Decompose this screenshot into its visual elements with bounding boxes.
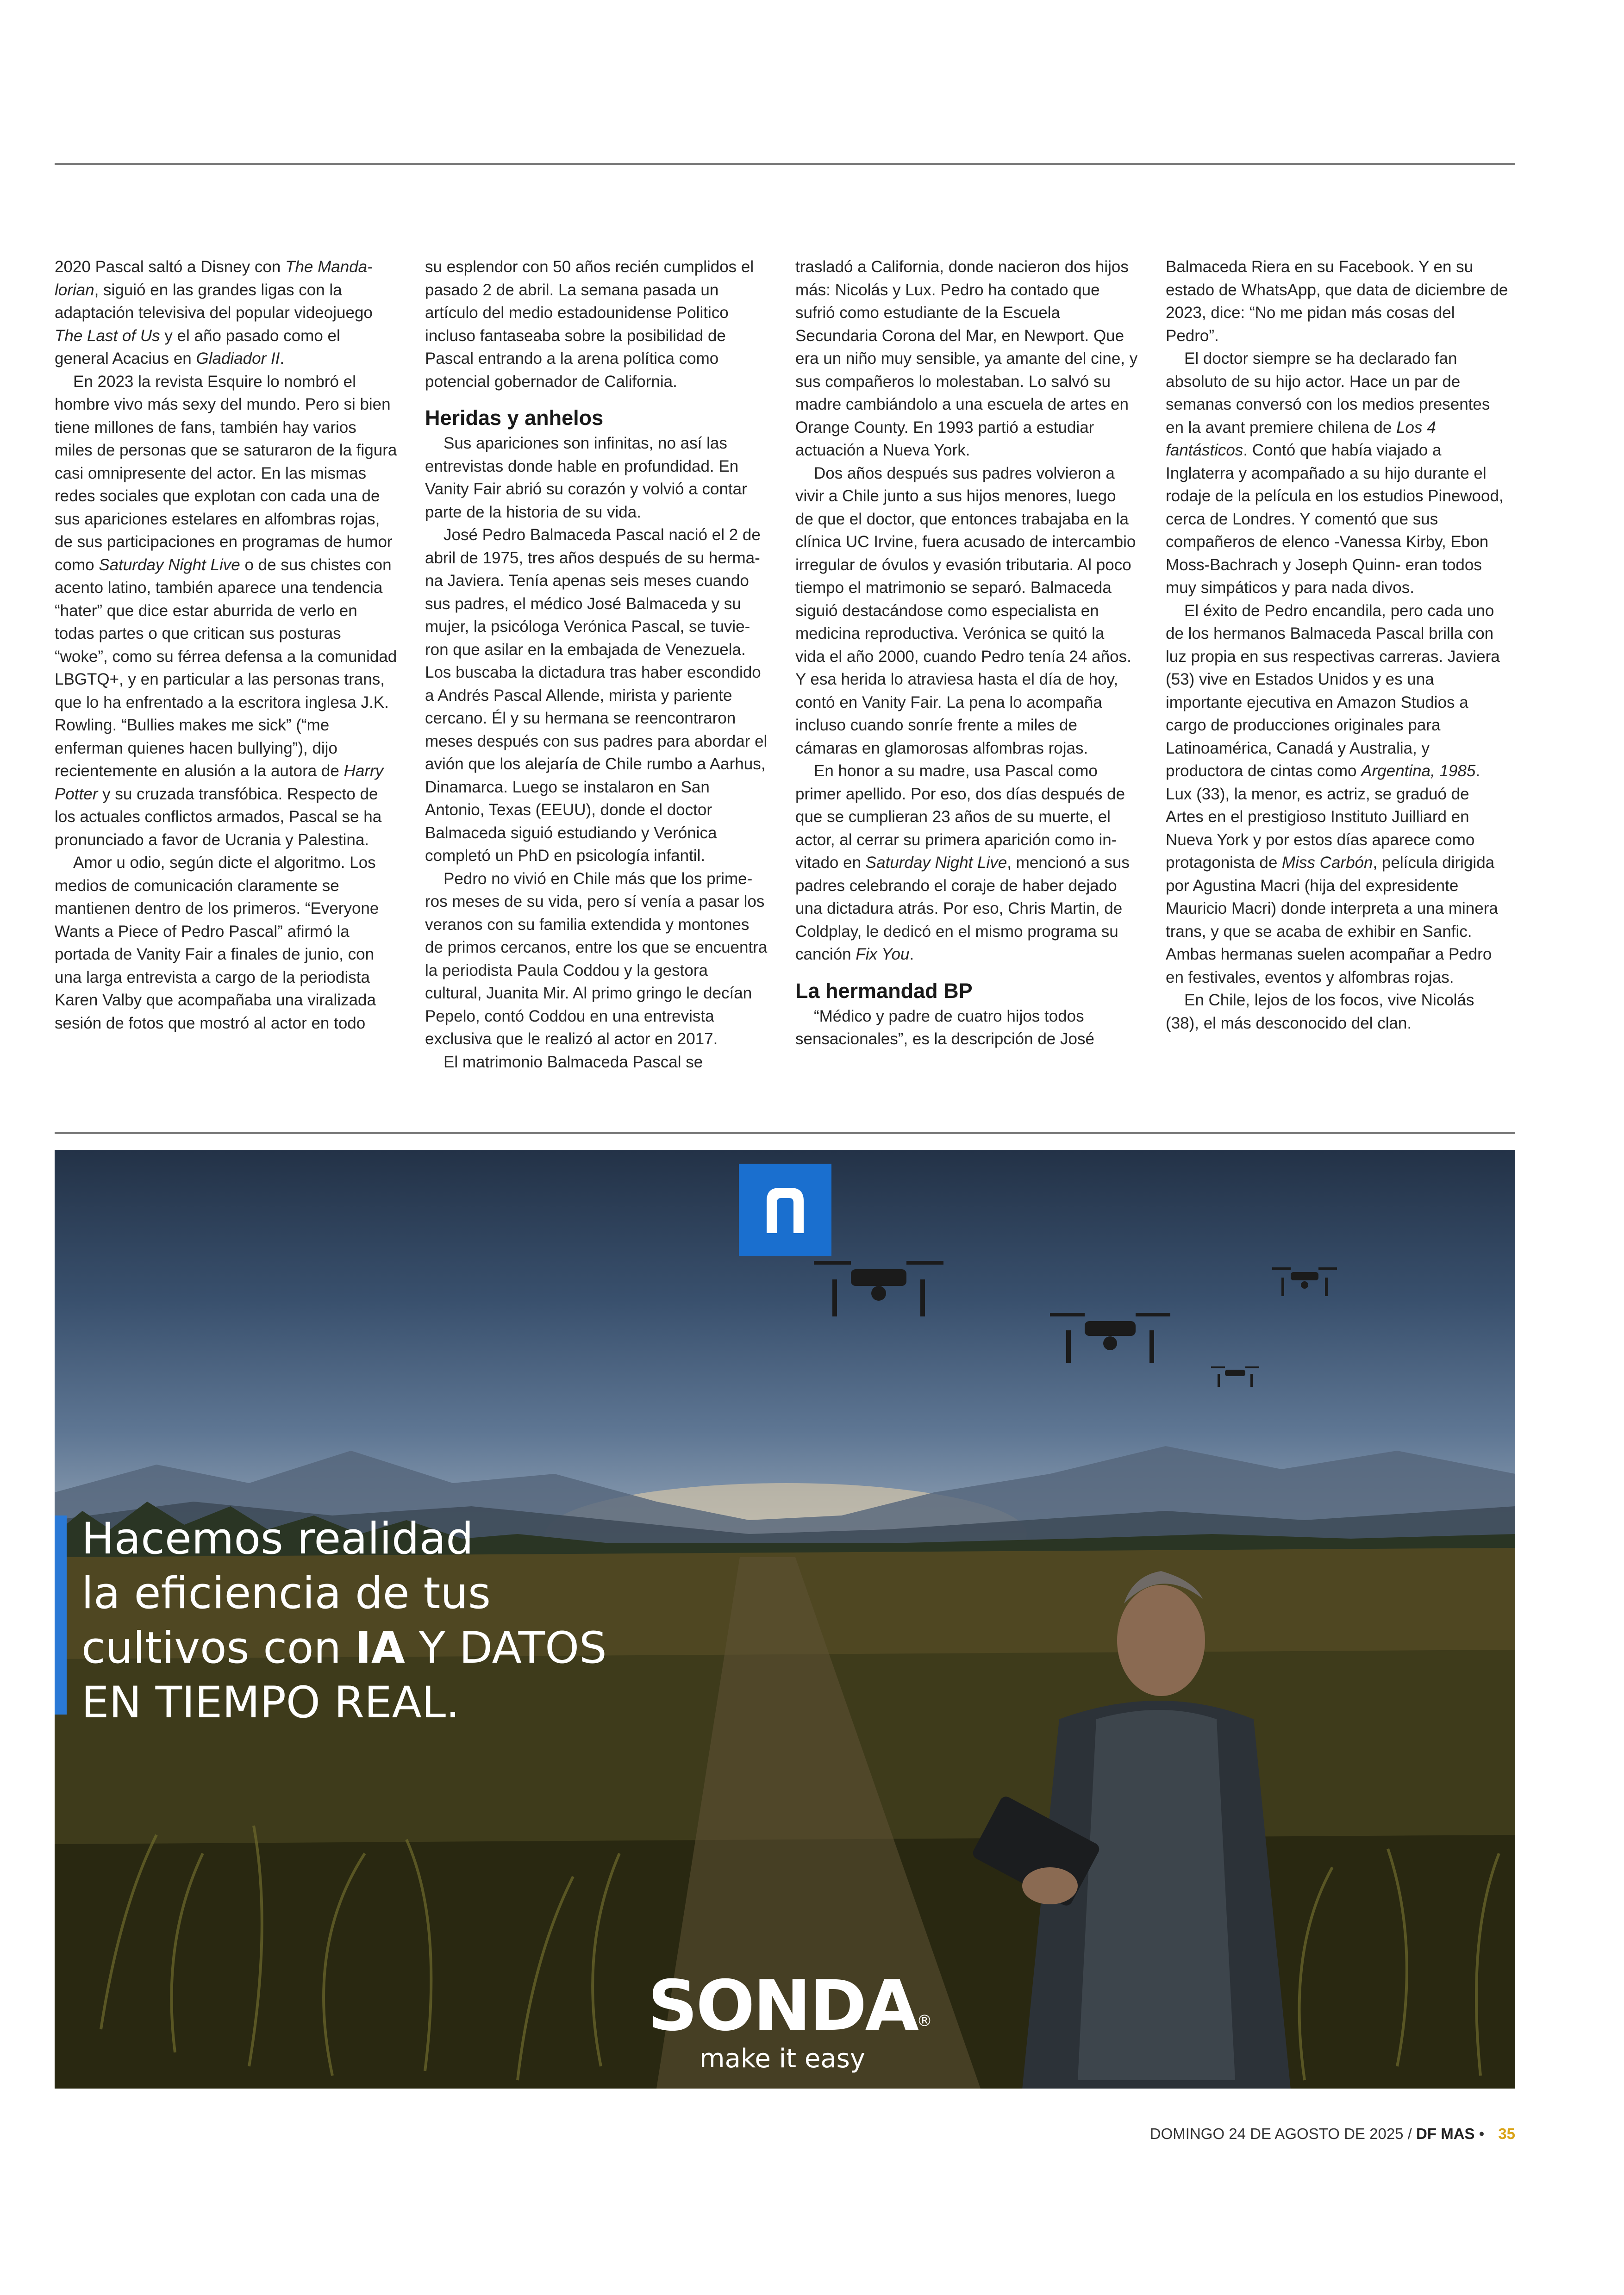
article-paragraph: En honor a su madre, usa Pascal como primer apellido. Por eso, dos días después de que se cumplieran 23 años de su muerte, el actor, al cerrar su primera aparición como invitado en Saturday Night Live, mencionó a sus padres celebrando el coraje de haber dejado una dictadura atrás. Por eso, Chris Martin, de Coldplay, le dedicó en el mismo programa su canción Fix You. <box>795 762 1130 963</box>
registered-mark: ® <box>917 2012 932 2030</box>
footer-publication: DF MAS <box>1416 2125 1475 2142</box>
article-paragraph: El matrimonio Balmaceda Pascal se <box>443 1053 703 1071</box>
headline-line: Hacemos realidad <box>81 1514 474 1564</box>
article-paragraph: 2020 Pascal saltó a Disney con The Mandalorian, siguió en las grandes ligas con la adaptación televisiva del popular videojuego The Last of Us y el año pasado como el general Acacius en Gladiador II. <box>55 258 373 368</box>
page-footer: DOMINGO 24 DE AGOSTO DE 2025 / DF MAS • 35 <box>1149 2125 1515 2142</box>
article-paragraph: “Médico y padre de cuatro hijos todos sensacionales”, es la descripción de José <box>795 1007 1094 1048</box>
drones <box>814 1261 1337 1387</box>
ad-headline <box>81 1512 683 1730</box>
ad-divider <box>55 1132 1515 1134</box>
article-paragraph: El éxito de Pedro encandila, pero cada uno de los hermanos Balmaceda Pascal brilla con luz propia en sus respectivas carreras. Javiera (53) vive en Estados Unidos y es una importante ejecutiva en Amazon Studios a cargo de producciones originales para Latinoamérica, Canadá y Australia, y productora de cintas como Argentina, 1985. Lux (33), la menor, es actriz, se graduó de Artes en el prestigioso Instituto Juilliard en Nueva York y por estos días aparece como protagonista de Miss Carbón, película dirigida por Agustina Macri (hija del expresidente Mauricio Macri) donde interpreta a una minera trans, y que se acaba de exhibir en Sanfic. Ambas hermanas suelen acompañar a Pedro en festivales, eventos y alfombras rojas. <box>1166 601 1500 986</box>
article-paragraph: trasladó a California, donde nacieron dos hijos más: Nicolás y Lux. Pedro ha contado que sufrió como estudiante de la Escuela Secundaria Corona del Mar, en Newport. Que era un niño muy sensible, ya amante del cine, y sus compañeros lo molestaban. Lo salvó su madre cambiándolo a una escuela de artes en Orange County. En 1993 partió a estudiar actuación a Nueva York. <box>795 258 1138 459</box>
n-logo-icon <box>739 1164 831 1256</box>
article-paragraph: Sus apariciones son infinitas, no así las entrevistas donde hable en profundidad. En Vanity Fair abrió su corazón y volvió a contar parte de la historia de su vida. <box>425 434 747 521</box>
headline-emphasis: IA <box>355 1623 405 1673</box>
article-paragraph: su esplendor con 50 años recién cumplidos el pasado 2 de abril. La semana pasada un artículo del medio estadounidense Politico incluso fantaseaba sobre la posibilidad de Pascal entrando a la arena política como potencial gobernador de California. <box>425 258 754 391</box>
article-paragraph: Dos años después sus padres volvieron a vivir a Chile junto a sus hijos menores, luego de que el doctor, que entonces trabajaba en la clínica UC Irvine, fuera acusado de intercambio irregular de óvulos y evasión tributaria. Al poco tiempo el matrimonio se separó. Balmaceda siguió destacándose como especialista en medicina reproductiva. Verónica se quitó la vida el año 2000, cuando Pedro tenía 24 años. Y esa herida lo atraviesa hasta el día de hoy, contó en Vanity Fair. La pena lo acompaña incluso cuando sonríe frente a miles de cámaras en glamorosas alfombras rojas. <box>795 464 1136 757</box>
article-paragraph: El doctor siempre se ha declarado fan absoluto de su hijo actor. Hace un par de semanas conversó con los medios presentes en la avant premiere chilena de Los 4 fantásticos. Contó que había viajado a Inglaterra y acompañado a su hijo durante el rodaje de la película en los estudios Pinewood, cerca de Londres. Y comentó que sus compañeros de elenco -Vanessa Kirby, Ebon Moss-Bachrach y Joseph Quinn- eran todos muy simpáticos y para nada divos. <box>1166 349 1504 597</box>
section-heading: Heridas y anhelos <box>425 406 604 430</box>
article-paragraph: Balmaceda Riera en su Facebook. Y en su estado de WhatsApp, que data de diciembre de 2023, dice: “No me pidan más cosas del Pedro”. <box>1166 258 1508 345</box>
article-paragraph: José Pedro Balmaceda Pascal nació el 2 de abril de 1975, tres años después de su hermana Javiera. Tenía apenas seis meses cuando sus padres, el médico José Balmaceda y su mujer, la psicóloga Verónica Pascal, se tuvieron que asilar en la embajada de Venezuela. Los buscaba la dictadura tras haber escondido a Andrés Pascal Allende, mirista y pariente cercano. Él y su hermana se reencontraron meses después con sus padres para abordar el avión que los alejaría de Chile rumbo a Aarhus, Dinamarca. Luego se instalaron en San Antonio, Texas (EEUU), donde el doctor Balmaceda siguió estudiando y Verónica completó un PhD en psicología infantil. <box>425 526 768 865</box>
article-column-1 <box>55 256 397 1089</box>
headline-line: la eficiencia de tus <box>81 1568 491 1619</box>
footer-date: DOMINGO 24 DE AGOSTO DE 2025 <box>1149 2125 1404 2142</box>
article-paragraph: Pedro no vivió en Chile más que los primeros meses de su vida, pero sí venía a pasar los veranos con su familia extendida y montones de primos cercanos, entre los que se encuentra la periodista Paula Coddou y la gestora cultural, Juanita Mir. Al primo gringo le decían Pepelo, contó Coddou en una entrevista exclusiva que le realizó al actor en 2017. <box>425 869 768 1048</box>
article-paragraph: Amor u odio, según dicte el algoritmo. Los medios de comunicación claramente se mantienen dentro de los primeros. “Everyone Wants a Piece of Pedro Pascal” afirmó la portada de Vanity Fair a finales de junio, con una larga entrevista a cargo de la periodista Karen Valby que acompañaba una viralizada sesión de fotos que mostró al actor en todo <box>55 854 379 1032</box>
headline-line: cultivos con IA Y DATOS <box>81 1623 607 1673</box>
sonda-tagline: make it easy <box>700 2044 865 2074</box>
headline-accent-bar <box>55 1515 67 1715</box>
headline-line: EN TIEMPO REAL. <box>81 1678 460 1728</box>
article-paragraph: En 2023 la revista Esquire lo nombró el hombre vivo más sexy del mundo. Pero si bien tiene millones de fans, también hay varios miles de personas que se saturaron de la figura casi omnipresente del actor. En las mismas redes sociales que explotan con cada una de sus apariciones estelares en alfombras rojas, de sus participaciones en programas de humor como Saturday Night Live o de sus chistes con acento latino, también aparece una tendencia “hater” que dice estar aburrida de verlo en todas partes o que critican sus posturas “woke”, como su férrea defensa a la comunidad LBGTQ+, y en particular a las personas trans, que lo ha enfrentado a la escritora inglesa J.K. Rowling. “Bullies makes me sick” (“me enferman quienes hacen bullying”), dijo recientemente en alusión a la autora de Harry Potter y su cruzada transfóbica. Respecto de los actuales conflictos armados, Pascal se ha pronunciado a favor de Ucrania y Palestina. <box>55 372 397 849</box>
top-divider <box>55 163 1515 165</box>
sonda-logo: SONDA <box>648 1966 917 2046</box>
article-column-2 <box>425 256 768 1089</box>
article-column-4 <box>1166 256 1508 1089</box>
article-column-3 <box>795 256 1138 1089</box>
page-number: 35 <box>1498 2125 1515 2142</box>
section-heading: La hermandad BP <box>795 979 973 1003</box>
sonda-advertisement[interactable] <box>55 1150 1515 2089</box>
article-paragraph: En Chile, lejos de los focos, vive Nicolás (38), el más desconocido del clan. <box>1166 991 1474 1032</box>
